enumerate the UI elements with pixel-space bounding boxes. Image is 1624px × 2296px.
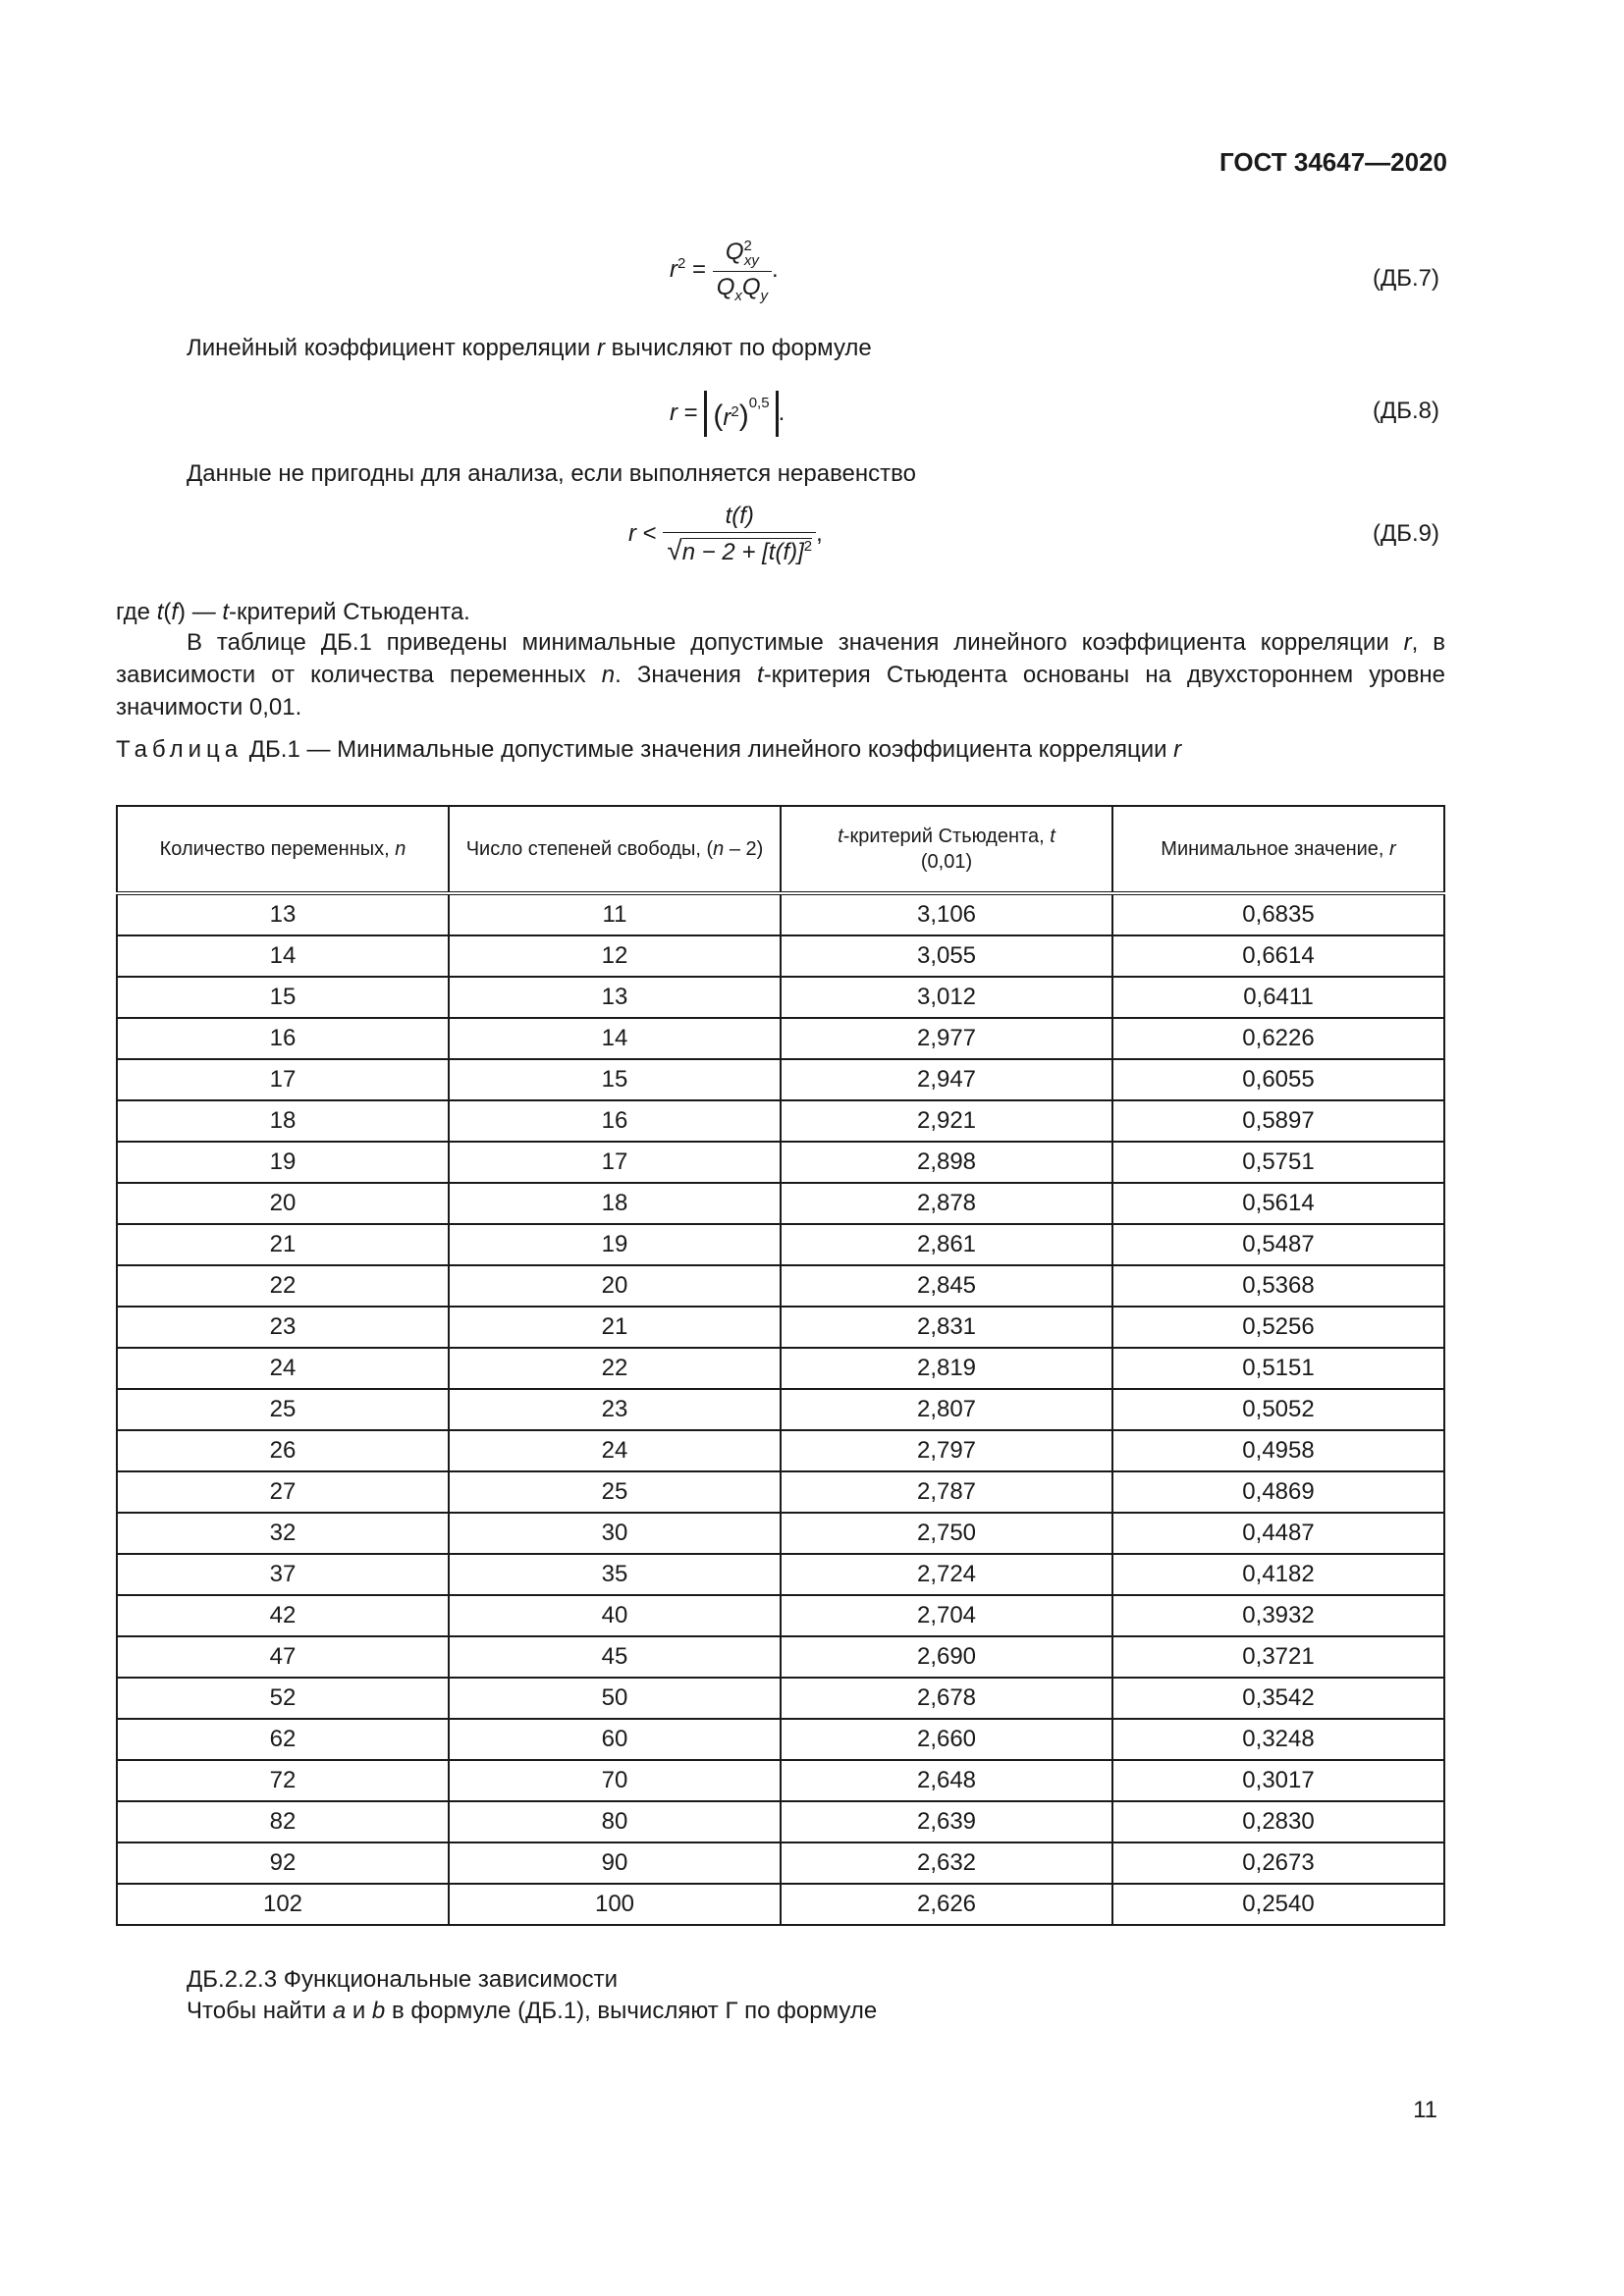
cell-variables-count: 25 <box>117 1389 449 1430</box>
cell-variables-count: 82 <box>117 1801 449 1842</box>
cell-variables-count: 47 <box>117 1636 449 1678</box>
cell-minimum-value: 0,6226 <box>1112 1018 1444 1059</box>
header-variables-count: Количество переменных, n <box>117 806 449 893</box>
cell-minimum-value: 0,4869 <box>1112 1471 1444 1513</box>
table-row <box>117 1513 1444 1554</box>
table-row <box>117 1018 1444 1059</box>
cell-minimum-value: 0,2540 <box>1112 1884 1444 1925</box>
cell-variables-count: 37 <box>117 1554 449 1595</box>
table-row <box>117 1801 1444 1842</box>
table-row <box>117 1348 1444 1389</box>
table-row <box>117 1471 1444 1513</box>
cell-t-criterion: 2,819 <box>781 1348 1112 1389</box>
equation-number-db9: (ДБ.9) <box>1372 520 1439 547</box>
cell-t-criterion: 3,106 <box>781 893 1112 935</box>
cell-degrees-freedom: 45 <box>449 1636 781 1678</box>
table-row <box>117 893 1444 935</box>
cell-minimum-value: 0,5256 <box>1112 1307 1444 1348</box>
cell-t-criterion: 2,626 <box>781 1884 1112 1925</box>
table-row <box>117 1678 1444 1719</box>
cell-minimum-value: 0,5151 <box>1112 1348 1444 1389</box>
formula-db9: r < $\frac{t(f)}{√n - 2 + [t(f)]^2}$ , <box>628 503 823 565</box>
cell-t-criterion: 2,678 <box>781 1678 1112 1719</box>
cell-minimum-value: 0,5897 <box>1112 1100 1444 1142</box>
paragraph-correlation-formula: Линейный коэффициент корреляции r вычисляют по формуле <box>187 335 872 361</box>
cell-minimum-value: 0,6835 <box>1112 893 1444 935</box>
table-row <box>117 1224 1444 1265</box>
cell-degrees-freedom: 15 <box>449 1059 781 1100</box>
cell-minimum-value: 0,5614 <box>1112 1183 1444 1224</box>
table-row <box>117 1265 1444 1307</box>
cell-minimum-value: 0,4182 <box>1112 1554 1444 1595</box>
cell-t-criterion: 2,947 <box>781 1059 1112 1100</box>
paragraph-table-intro: В таблице ДБ.1 приведены минимальные допустимые значения линейного коэффициента корреляции r, в зависимости от количества переменных n. Значения t-критерия Стьюдента основаны на двухстороннем уровне значимости 0,01. <box>116 629 1445 721</box>
cell-minimum-value: 0,6055 <box>1112 1059 1444 1100</box>
table-row <box>117 1059 1444 1100</box>
table-row <box>117 1389 1444 1430</box>
cell-t-criterion: 2,632 <box>781 1842 1112 1884</box>
formula-db8: $r = (r^2)^{0,5}$ . <box>670 391 785 437</box>
cell-variables-count: 19 <box>117 1142 449 1183</box>
cell-variables-count: 26 <box>117 1430 449 1471</box>
document-id: ГОСТ 34647—2020 <box>1219 147 1447 177</box>
table-row <box>117 1183 1444 1224</box>
table-row <box>117 1719 1444 1760</box>
table-row <box>117 1100 1444 1142</box>
cell-t-criterion: 2,750 <box>781 1513 1112 1554</box>
cell-minimum-value: 0,5751 <box>1112 1142 1444 1183</box>
cell-t-criterion: 2,639 <box>781 1801 1112 1842</box>
table-row <box>117 1307 1444 1348</box>
table-row <box>117 1842 1444 1884</box>
cell-minimum-value: 0,5368 <box>1112 1265 1444 1307</box>
cell-variables-count: 72 <box>117 1760 449 1801</box>
cell-variables-count: 22 <box>117 1265 449 1307</box>
cell-degrees-freedom: 16 <box>449 1100 781 1142</box>
cell-t-criterion: 2,977 <box>781 1018 1112 1059</box>
cell-degrees-freedom: 60 <box>449 1719 781 1760</box>
table-caption: Таблица ДБ.1 — Минимальные допустимые значения линейного коэффициента корреляции r <box>116 736 1182 763</box>
cell-t-criterion: 2,807 <box>781 1389 1112 1430</box>
cell-variables-count: 42 <box>117 1595 449 1636</box>
table-row <box>117 935 1444 977</box>
section-heading-functional: ДБ.2.2.3 Функциональные зависимости <box>187 1966 619 1993</box>
cell-minimum-value: 0,2673 <box>1112 1842 1444 1884</box>
cell-t-criterion: 2,797 <box>781 1430 1112 1471</box>
cell-degrees-freedom: 100 <box>449 1884 781 1925</box>
cell-degrees-freedom: 25 <box>449 1471 781 1513</box>
cell-variables-count: 17 <box>117 1059 449 1100</box>
cell-variables-count: 23 <box>117 1307 449 1348</box>
page-number: 11 <box>1413 2097 1437 2123</box>
cell-variables-count: 15 <box>117 977 449 1018</box>
cell-degrees-freedom: 13 <box>449 977 781 1018</box>
cell-t-criterion: 2,690 <box>781 1636 1112 1678</box>
table-row <box>117 1430 1444 1471</box>
cell-variables-count: 62 <box>117 1719 449 1760</box>
cell-degrees-freedom: 70 <box>449 1760 781 1801</box>
cell-degrees-freedom: 17 <box>449 1142 781 1183</box>
header-degrees-freedom: Число степеней свободы, (n – 2) <box>449 806 781 893</box>
cell-t-criterion: 2,704 <box>781 1595 1112 1636</box>
cell-minimum-value: 0,4958 <box>1112 1430 1444 1471</box>
paragraph-inequality: Данные не пригодны для анализа, если выполняется неравенство <box>187 460 916 487</box>
cell-minimum-value: 0,6614 <box>1112 935 1444 977</box>
table-row <box>117 1554 1444 1595</box>
cell-minimum-value: 0,3542 <box>1112 1678 1444 1719</box>
cell-degrees-freedom: 19 <box>449 1224 781 1265</box>
correlation-table <box>116 805 1445 1926</box>
cell-degrees-freedom: 35 <box>449 1554 781 1595</box>
paragraph-find-a-b: Чтобы найти a и b в формуле (ДБ.1), вычисляют Г по формуле <box>187 1998 878 2024</box>
table-row <box>117 1760 1444 1801</box>
cell-minimum-value: 0,3248 <box>1112 1719 1444 1760</box>
paragraph-where: где t(f) — t-критерий Стьюдента. <box>116 599 470 625</box>
cell-t-criterion: 2,724 <box>781 1554 1112 1595</box>
cell-minimum-value: 0,2830 <box>1112 1801 1444 1842</box>
cell-t-criterion: 2,648 <box>781 1760 1112 1801</box>
cell-t-criterion: 2,861 <box>781 1224 1112 1265</box>
cell-variables-count: 24 <box>117 1348 449 1389</box>
equation-number-db7: (ДБ.7) <box>1372 265 1439 292</box>
cell-variables-count: 102 <box>117 1884 449 1925</box>
cell-variables-count: 18 <box>117 1100 449 1142</box>
formula-db7: $r^2$ = $\frac{Q^2_{xy}}{Q_xQ_y}$ . <box>670 238 779 304</box>
cell-variables-count: 13 <box>117 893 449 935</box>
cell-minimum-value: 0,3932 <box>1112 1595 1444 1636</box>
cell-degrees-freedom: 90 <box>449 1842 781 1884</box>
cell-degrees-freedom: 12 <box>449 935 781 977</box>
cell-degrees-freedom: 14 <box>449 1018 781 1059</box>
cell-degrees-freedom: 80 <box>449 1801 781 1842</box>
equation-number-db8: (ДБ.8) <box>1372 398 1439 424</box>
cell-t-criterion: 2,831 <box>781 1307 1112 1348</box>
table-row <box>117 977 1444 1018</box>
cell-degrees-freedom: 21 <box>449 1307 781 1348</box>
cell-degrees-freedom: 22 <box>449 1348 781 1389</box>
cell-t-criterion: 2,660 <box>781 1719 1112 1760</box>
table-row <box>117 1884 1444 1925</box>
cell-degrees-freedom: 24 <box>449 1430 781 1471</box>
cell-t-criterion: 2,787 <box>781 1471 1112 1513</box>
cell-variables-count: 21 <box>117 1224 449 1265</box>
cell-variables-count: 27 <box>117 1471 449 1513</box>
cell-variables-count: 52 <box>117 1678 449 1719</box>
table-row <box>117 1636 1444 1678</box>
cell-t-criterion: 3,055 <box>781 935 1112 977</box>
cell-t-criterion: 3,012 <box>781 977 1112 1018</box>
cell-minimum-value: 0,3017 <box>1112 1760 1444 1801</box>
cell-degrees-freedom: 11 <box>449 893 781 935</box>
header-minimum-value: Минимальное значение, r <box>1112 806 1444 893</box>
cell-degrees-freedom: 20 <box>449 1265 781 1307</box>
cell-t-criterion: 2,921 <box>781 1100 1112 1142</box>
cell-t-criterion: 2,845 <box>781 1265 1112 1307</box>
cell-t-criterion: 2,898 <box>781 1142 1112 1183</box>
cell-degrees-freedom: 50 <box>449 1678 781 1719</box>
cell-variables-count: 92 <box>117 1842 449 1884</box>
table-row <box>117 1142 1444 1183</box>
cell-degrees-freedom: 18 <box>449 1183 781 1224</box>
cell-degrees-freedom: 30 <box>449 1513 781 1554</box>
cell-t-criterion: 2,878 <box>781 1183 1112 1224</box>
cell-degrees-freedom: 40 <box>449 1595 781 1636</box>
cell-variables-count: 20 <box>117 1183 449 1224</box>
cell-variables-count: 32 <box>117 1513 449 1554</box>
cell-variables-count: 16 <box>117 1018 449 1059</box>
cell-variables-count: 14 <box>117 935 449 977</box>
cell-minimum-value: 0,4487 <box>1112 1513 1444 1554</box>
cell-minimum-value: 0,5487 <box>1112 1224 1444 1265</box>
cell-degrees-freedom: 23 <box>449 1389 781 1430</box>
cell-minimum-value: 0,3721 <box>1112 1636 1444 1678</box>
table-header-row <box>117 806 1444 893</box>
header-t-criterion: t-критерий Стьюдента, t (0,01) <box>781 806 1112 893</box>
cell-minimum-value: 0,6411 <box>1112 977 1444 1018</box>
cell-minimum-value: 0,5052 <box>1112 1389 1444 1430</box>
table-row <box>117 1595 1444 1636</box>
